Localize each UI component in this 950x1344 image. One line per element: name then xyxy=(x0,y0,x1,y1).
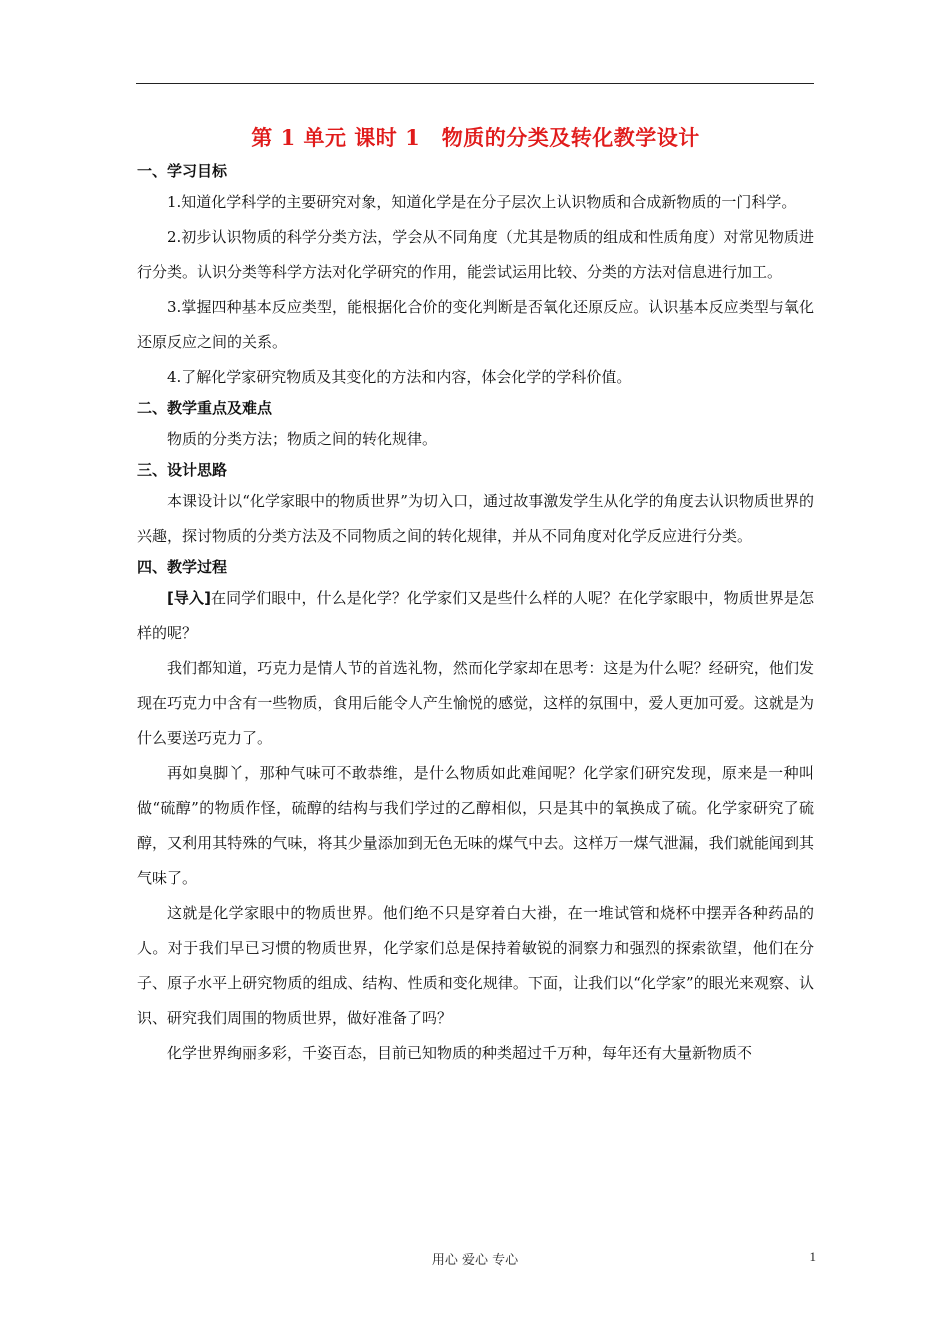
process-paragraph-4: 化学世界绚丽多彩，千姿百态，目前已知物质的种类超过千万种，每年还有大量新物质不 xyxy=(167,1044,753,1062)
section-heading-design: 三、设计思路 xyxy=(137,461,228,479)
page-footer: 用心 爱心 专心 xyxy=(431,1253,519,1268)
process-paragraph-3: 这就是化学家眼中的物质世界。他们绝不只是穿着白大褂，在一堆试管和烧杯中摆弄各种药品的人。对于我们早已习惯的物质世界，化学家们总是保持着敏锐的洞察力和强烈的探索欲望，他们在分子、原子水平上研究物质的组成、结构、性质和变化规律。下面，让我们以“化学家”的眼光来观察、认识、研究我们周围的物质世界，做好准备了吗？ xyxy=(137,904,814,1027)
design-paragraph: 本课设计以“化学家眼中的物质世界”为切入口，通过故事激发学生从化学的角度去认识物质世界的兴趣，探讨物质的分类方法及不同物质之间的转化规律，并从不同角度对化学反应进行分类。 xyxy=(137,492,814,545)
intro-text: 在同学们眼中，什么是化学？化学家们又是些什么样的人呢？在化学家眼中，物质世界是怎样的呢？ xyxy=(137,589,814,642)
section-heading-objectives: 一、学习目标 xyxy=(137,162,228,180)
key-points-paragraph: 物质的分类方法；物质之间的转化规律。 xyxy=(167,430,438,448)
header-rule xyxy=(136,83,814,84)
intro-tag: [导入] xyxy=(167,589,211,607)
section-heading-process: 四、教学过程 xyxy=(137,558,228,576)
document-body xyxy=(137,118,814,1071)
process-paragraph-1: 我们都知道，巧克力是情人节的首选礼物，然而化学家却在思考：这是为什么呢？经研究，他们发现在巧克力中含有一些物质，食用后能令人产生愉悦的感觉，这样的氛围中，爱人更加可爱。这就是为什么要送巧克力了。 xyxy=(137,659,814,747)
section-heading-key-points: 二、教学重点及难点 xyxy=(137,399,273,417)
page-number: 1 xyxy=(809,1249,816,1264)
objective-1: 1.知道化学科学的主要研究对象，知道化学是在分子层次上认识物质和合成新物质的一门科学。 xyxy=(167,193,797,211)
intro-paragraph xyxy=(137,581,814,651)
process-paragraph-2: 再如臭脚丫，那种气味可不敢恭维，是什么物质如此难闻呢？化学家们研究发现，原来是一种叫做“硫醇”的物质作怪，硫醇的结构与我们学过的乙醇相似，只是其中的氧换成了硫。化学家研究了硫醇，又利用其特殊的气味，将其少量添加到无色无味的煤气中去。这样万一煤气泄漏，我们就能闻到其气味了。 xyxy=(137,764,814,887)
document-title: 第 1 单元 课时 1 物质的分类及转化教学设计 xyxy=(251,125,700,150)
objective-3: 3.掌握四种基本反应类型，能根据化合价的变化判断是否氧化还原反应。认识基本反应类型与氧化还原反应之间的关系。 xyxy=(137,298,814,351)
objective-2: 2.初步认识物质的科学分类方法，学会从不同角度（尤其是物质的组成和性质角度）对常见物质进行分类。认识分类等科学方法对化学研究的作用，能尝试运用比较、分类的方法对信息进行加工。 xyxy=(137,228,814,281)
objective-4: 4.了解化学家研究物质及其变化的方法和内容，体会化学的学科价值。 xyxy=(167,368,632,386)
